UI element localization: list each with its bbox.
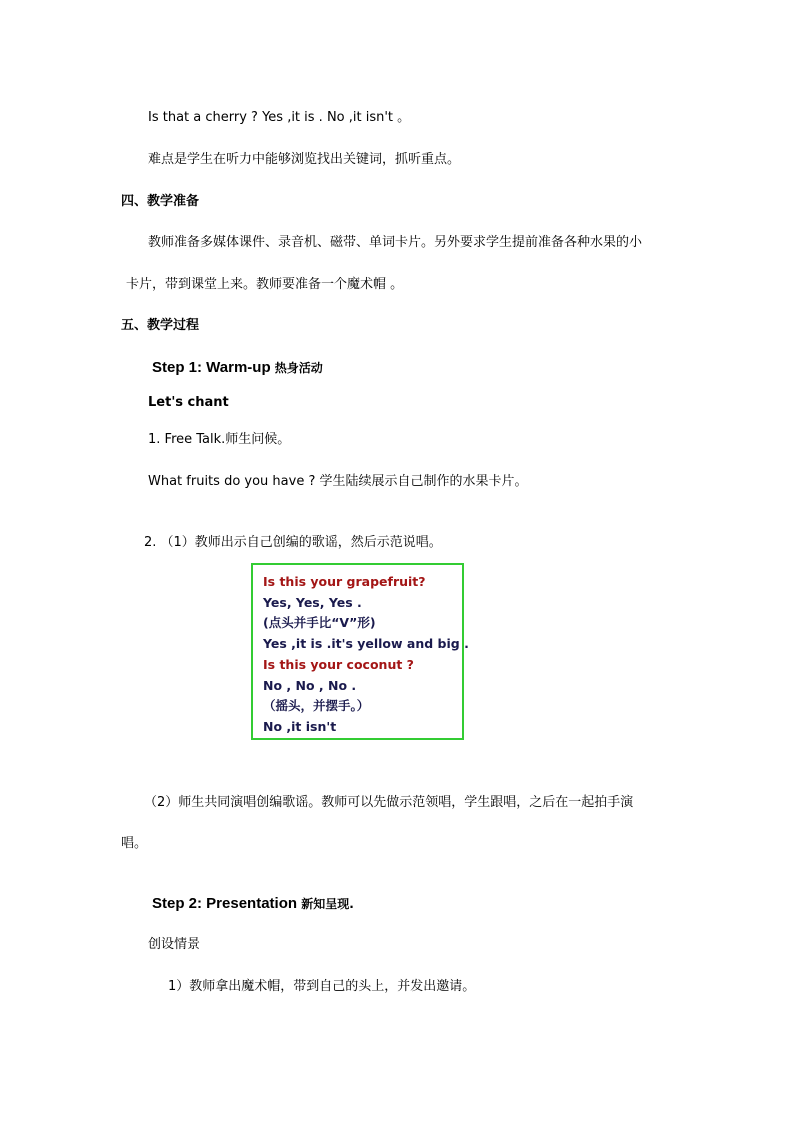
step-1-cn: 热身活动 — [274, 361, 323, 375]
magic-hat-item: 1）教师拿出魔术帽，带到自己的头上，并发出邀请。 — [168, 979, 476, 994]
chant-label: Let's chant — [148, 395, 229, 410]
chant-box — [251, 563, 469, 740]
step-2-title: Step 2: Presentation — [152, 895, 298, 912]
difficulty-note: 难点是学生在听力中能够浏览找出关键词，抓听重点。 — [148, 152, 461, 167]
free-talk-item: 1. Free Talk.师生问候。 — [148, 432, 291, 447]
chant-line-action-2: （摇头，并摆手。） — [263, 698, 370, 713]
step-2-heading — [152, 895, 354, 913]
chant-line-answer-4: No ,it isn't — [263, 719, 337, 734]
chant-line-action-1: (点头并手比“V”形) — [263, 615, 376, 630]
section-heading-process: 五、教学过程 — [121, 318, 200, 333]
chant-line-answer-3: No , No , No . — [263, 678, 357, 693]
scenario-label: 创设情景 — [148, 937, 201, 952]
section-heading-preparation: 四、教学准备 — [121, 194, 200, 209]
sing-together-item: （2）师生共同演唱创编歌谣。教师可以先做示范领唱，学生跟唱，之后在一起拍手演 — [144, 795, 634, 810]
fruits-question-item: What fruits do you have ? 学生陆续展示自己制作的水果卡片。 — [148, 474, 528, 489]
preparation-text: 教师准备多媒体课件、录音机、磁带、单词卡片。另外要求学生提前准备各种水果的小 — [148, 235, 643, 250]
step-1-title: Step 1: Warm-up — [152, 359, 271, 376]
chant-line-answer-1: Yes, Yes, Yes . — [263, 595, 362, 610]
sentence-cherry: Is that a cherry ? Yes ,it is . No ,it isn't 。 — [148, 110, 411, 125]
chant-line-question-1: Is this your grapefruit? — [263, 574, 426, 589]
sing-together-item-continued: 唱。 — [121, 836, 148, 851]
chant-line-answer-2: Yes ,it is .it's yellow and big . — [263, 636, 469, 651]
chant-intro-item: 2. （1）教师出示自己创编的歌谣，然后示范说唱。 — [144, 535, 442, 550]
step-2-cn: 新知呈现. — [301, 897, 354, 911]
step-1-heading — [152, 359, 323, 377]
chant-line-question-2: Is this your coconut ? — [263, 657, 414, 672]
preparation-text-continued: 卡片，带到课堂上来。教师要准备一个魔术帽 。 — [126, 277, 404, 292]
